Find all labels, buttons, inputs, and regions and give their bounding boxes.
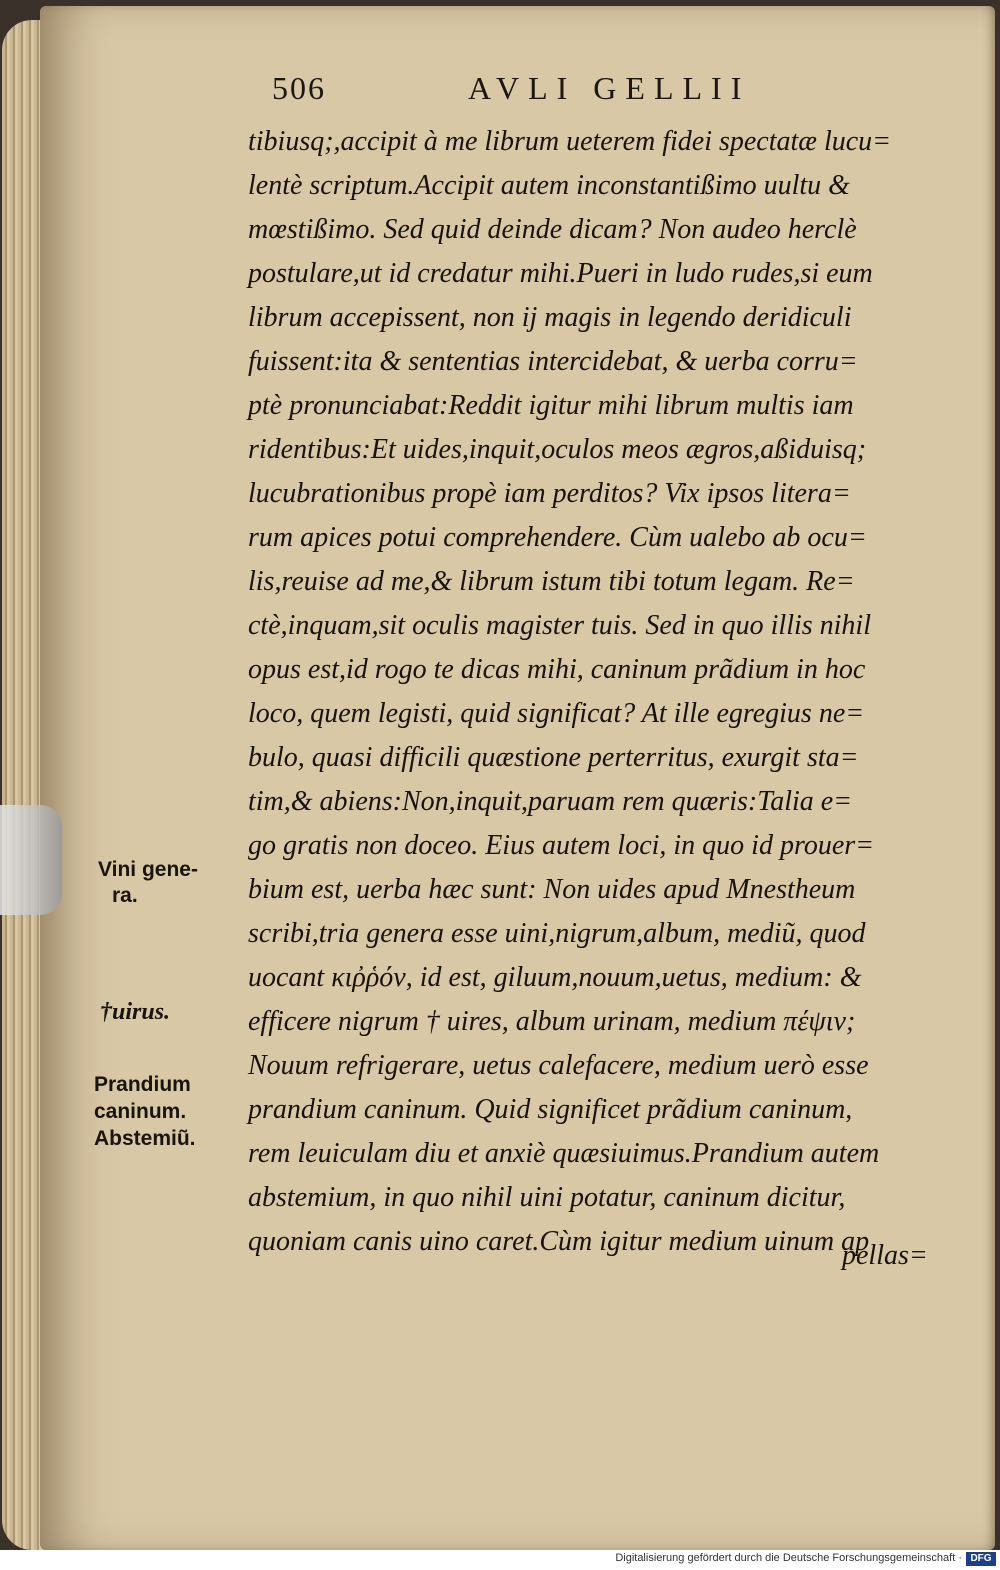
text-line: lucubrationibus propè iam perditos? Vix ipsos litera= <box>248 478 851 509</box>
text-line: Nouum refrigerare, uetus calefacere, medium uerò esse <box>248 1050 869 1081</box>
running-head: AVLI GELLII <box>468 70 751 106</box>
text-line: efficere nigrum † uires, album urinam, medium πέψιν; <box>248 1006 856 1037</box>
page-header <box>272 70 812 120</box>
text-line: lis,reuise ad me,& librum istum tibi totum legam. Re= <box>248 566 855 597</box>
text-line: scribi,tria genera esse uini,nigrum,album, mediũ, quod <box>248 918 866 949</box>
text-line: opus est,id rogo te dicas mihi, caninum prãdium in hoc <box>248 654 866 685</box>
marginal-note-uirus: †uirus. <box>100 999 171 1025</box>
text-line: mœstißimo. Sed quid deinde dicam? Non audeo herclè <box>248 214 857 245</box>
text-line: ridentibus:Et uides,inquit,oculos meos ægros,aßiduisq; <box>248 434 867 465</box>
marginal-note-caninum: caninum. <box>94 1100 187 1123</box>
marginal-note-abstemium: Abstemiũ. <box>94 1127 196 1150</box>
text-line: loco, quem legisti, quid significat? At ille egregius ne= <box>248 698 865 729</box>
text-line: rum apices potui comprehendere. Cùm ualebo ab ocu= <box>248 522 867 553</box>
text-line: abstemium, in quo nihil uini potatur, caninum dicitur, <box>248 1182 846 1213</box>
marginal-note-vini-genera-cont: ra. <box>112 884 138 907</box>
text-line: ptè pronunciabat:Reddit igitur mihi librum multis iam <box>248 390 854 421</box>
marginal-note-prandium: Prandium <box>94 1073 191 1096</box>
footer-credit: Digitalisierung gefördert durch die Deutsche Forschungsgemeinschaft · <box>615 1552 962 1564</box>
text-line: librum accepissent, non ij magis in legendo deridiculi <box>248 302 852 333</box>
text-line: bium est, uerba hæc sunt: Non uides apud Mnestheum <box>248 874 856 905</box>
catchword: pellas= <box>842 1240 928 1271</box>
text-line: go gratis non doceo. Eius autem loci, in quo id prouer= <box>248 830 875 861</box>
text-line: prandium caninum. Quid significet prãdium caninum, <box>248 1094 853 1125</box>
text-line: tim,& abiens:Non,inquit,paruam rem quæris:Talia e= <box>248 786 853 817</box>
text-line: rem leuiculam diu et anxiè quæsiuimus.Prandium autem <box>248 1138 880 1169</box>
text-line: bulo, quasi difficili quæstione perterritus, exurgit sta= <box>248 742 859 773</box>
text-line: ctè,inquam,sit oculis magister tuis. Sed in quo illis nihil <box>248 610 871 641</box>
dfg-logo: DFG <box>966 1552 996 1566</box>
text-line: lentè scriptum.Accipit autem inconstantißimo uultu & <box>248 170 850 201</box>
marginal-note-vini-genera: Vini gene- <box>98 858 198 881</box>
text-line: postulare,ut id credatur mihi.Pueri in ludo rudes,si eum <box>248 258 873 289</box>
page-number: 506 <box>272 70 326 106</box>
text-line: quoniam canis uino caret.Cùm igitur medium uinum ap <box>248 1226 870 1257</box>
text-line: tibiusq;,accipit à me librum ueterem fidei spectatæ lucu= <box>248 126 892 157</box>
page-clip <box>0 805 62 915</box>
text-line: uocant κιῤῥόν, id est, giluum,nouum,uetus, medium: & <box>248 962 862 993</box>
text-line: fuissent:ita & sententias intercidebat, & uerba corru= <box>248 346 858 377</box>
